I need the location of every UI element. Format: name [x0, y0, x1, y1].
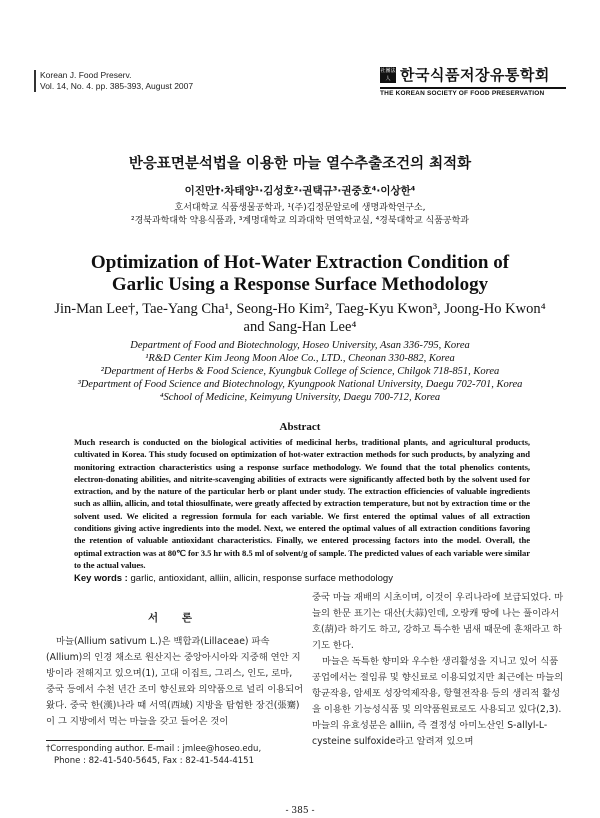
abstract-heading: Abstract	[279, 421, 321, 433]
body-paragraph: 마늘(Allium sativum L.)은 백합과(Lillaceae) 파속(Allium)의 인경 채소로 원산지는 중앙아시아와 지중해 연안 지방이라 전해지고 있으며(1), 고대 이집트, 그리스, 인도, 로마, 중국 등에서 수천 년간 조미 향신료와 의약품으로 널리 이용되어 왔다. 중국 한(漢)나라 때 서역(西域) 지방을 탐험한 장건(張騫)이 그 지방에서 먹는 마늘을 갖고 들어온 것이	[46, 636, 304, 727]
section-heading-introduction: 서 론	[148, 612, 202, 624]
keywords-list: garlic, antioxidant, alliin, allicin, response surface methodology	[127, 573, 393, 584]
english-title-line-1: Optimization of Hot-Water Extraction Condition of	[90, 252, 510, 273]
corresponding-author-footnote	[46, 743, 306, 767]
korean-title: 반응표면분석법을 이용한 마늘 열수추출조건의 최적화	[128, 156, 472, 172]
society-rule	[380, 87, 566, 89]
body-paragraph: 마늘은 독특한 향미와 우수한 생리활성을 지니고 있어 식품공업에서는 절임류 및 향신료로 이용되었지만 최근에는 마늘의 항균작용, 암세포 성장억제작용, 항혈전작용 등의 생리적 활성을 이용한 기능성식품 및 의약품원료로도 사용되고 있다(2,3). 마늘의 유효성분은 alliin, 즉 결정성 아미노산인 S-allyl-L-cysteine sulfoxide라고 알려져 있으며	[312, 656, 564, 747]
english-title-line-2: Garlic Using a Response Surface Methodology	[111, 274, 489, 295]
footnote-line-1: †Corresponding author. E-mail : jmlee@hoseo.edu,	[46, 744, 262, 754]
english-title	[0, 252, 600, 296]
english-affiliations	[0, 339, 600, 404]
keywords-label: Key words :	[74, 573, 128, 584]
society-name-korean: 한국식품저장유통학회	[400, 66, 550, 84]
abstract-text: Much research is conducted on the biological activities of medicinal herbs, traditional plants, and agricultural products, cultivated in Korea. This study focused on optimization of hot-water extraction methods for such products, by analyzing and monitoring extraction characteristics using a response surface methodology. We found that the total phenolics contents, electron-donating abilities, and nitrite-scavenging abilities of extracts were significantly affected both by the solvent used for extraction, and by the nature of the particular herb or plant under study. The extraction efficiencies of valuable ingredients such as alliin, allicin, and total thiosulfinate, were greatly affected by extraction temperature, but not by extraction time or the solvent used. We elicited a regression formula for each variable. We first entered the optimal values of all extraction conditions giving active ingredients into the model. Next, we entered the optimal values of all extraction conditions favoring the retention of valuable antioxidant characteristics. Finally, we entered processing factors into the model. Overall, the optimal extraction was at 80℃ for 3.5 hr with 8.5 ml of solvent/g of sample. The predicted values of each variable were similar to the actual values.	[74, 437, 530, 570]
korean-authors: 이진만†·차태양¹·김성호²·권택규³·권중호⁴·이상한⁴	[184, 185, 416, 197]
footnote-rule	[46, 740, 164, 741]
society-name-english: THE KOREAN SOCIETY OF FOOD PRESERVATION	[380, 90, 545, 97]
journal-name: Korean J. Food Preserv.	[40, 70, 132, 80]
english-affiliation: ¹R&D Center Kim Jeong Moon Aloe Co., LTD., Cheonan 330-882, Korea	[145, 353, 455, 364]
header-bar	[34, 70, 36, 92]
korean-affiliation-1: 호서대학교 식품생물공학과, ¹(주)김정문알로에 생명과학연구소,	[174, 203, 426, 213]
english-affiliation: ⁴School of Medicine, Keimyung University, Daegu 700-712, Korea	[159, 392, 441, 403]
english-authors-line-1: Jin-Man Lee†, Tae-Yang Cha¹, Seong-Ho Kim², Taeg-Kyu Kwon³, Joong-Ho Kwon⁴	[54, 301, 546, 317]
english-affiliation: Department of Food and Biotechnology, Hoseo University, Asan 336-795, Korea	[130, 340, 470, 351]
english-authors-line-2: and Sang-Han Lee⁴	[243, 319, 357, 335]
page-number: - 385 -	[285, 806, 315, 816]
journal-issue: Vol. 14, No. 4. pp. 385-393, August 2007	[40, 81, 194, 91]
keywords-line	[74, 573, 534, 584]
body-left-column	[46, 610, 304, 730]
english-authors	[0, 300, 600, 336]
english-affiliation: ²Department of Herbs & Food Science, Kyungbuk College of Science, Chilgok 718-851, Korea	[100, 366, 500, 377]
society-seal-icon: 社團法人	[380, 67, 396, 82]
society-logo	[380, 64, 566, 97]
korean-affiliation-2: ²경북과학대학 약용식품과, ³계명대학교 의과대학 면역학교실, ⁴경북대학교 식품공학과	[130, 216, 469, 226]
body-right-column	[312, 590, 564, 750]
footnote-line-2: Phone : 82-41-540-5645, Fax : 82-41-544-4151	[54, 756, 254, 766]
journal-citation	[40, 70, 193, 92]
body-paragraph: 중국 마늘 재배의 시초이며, 이것이 우리나라에 보급되었다. 마늘의 한문 표기는 대산(大蒜)인데, 오랑캐 땅에 나는 풀이라서 호(葫)라 하기도 하고, 강하고 특수한 냄새 때문에 훈채라고 하기도 한다.	[312, 592, 564, 651]
english-affiliation: ³Department of Food Science and Biotechnology, Kyungpook National University, Daegu 702-701, Korea	[77, 379, 523, 390]
